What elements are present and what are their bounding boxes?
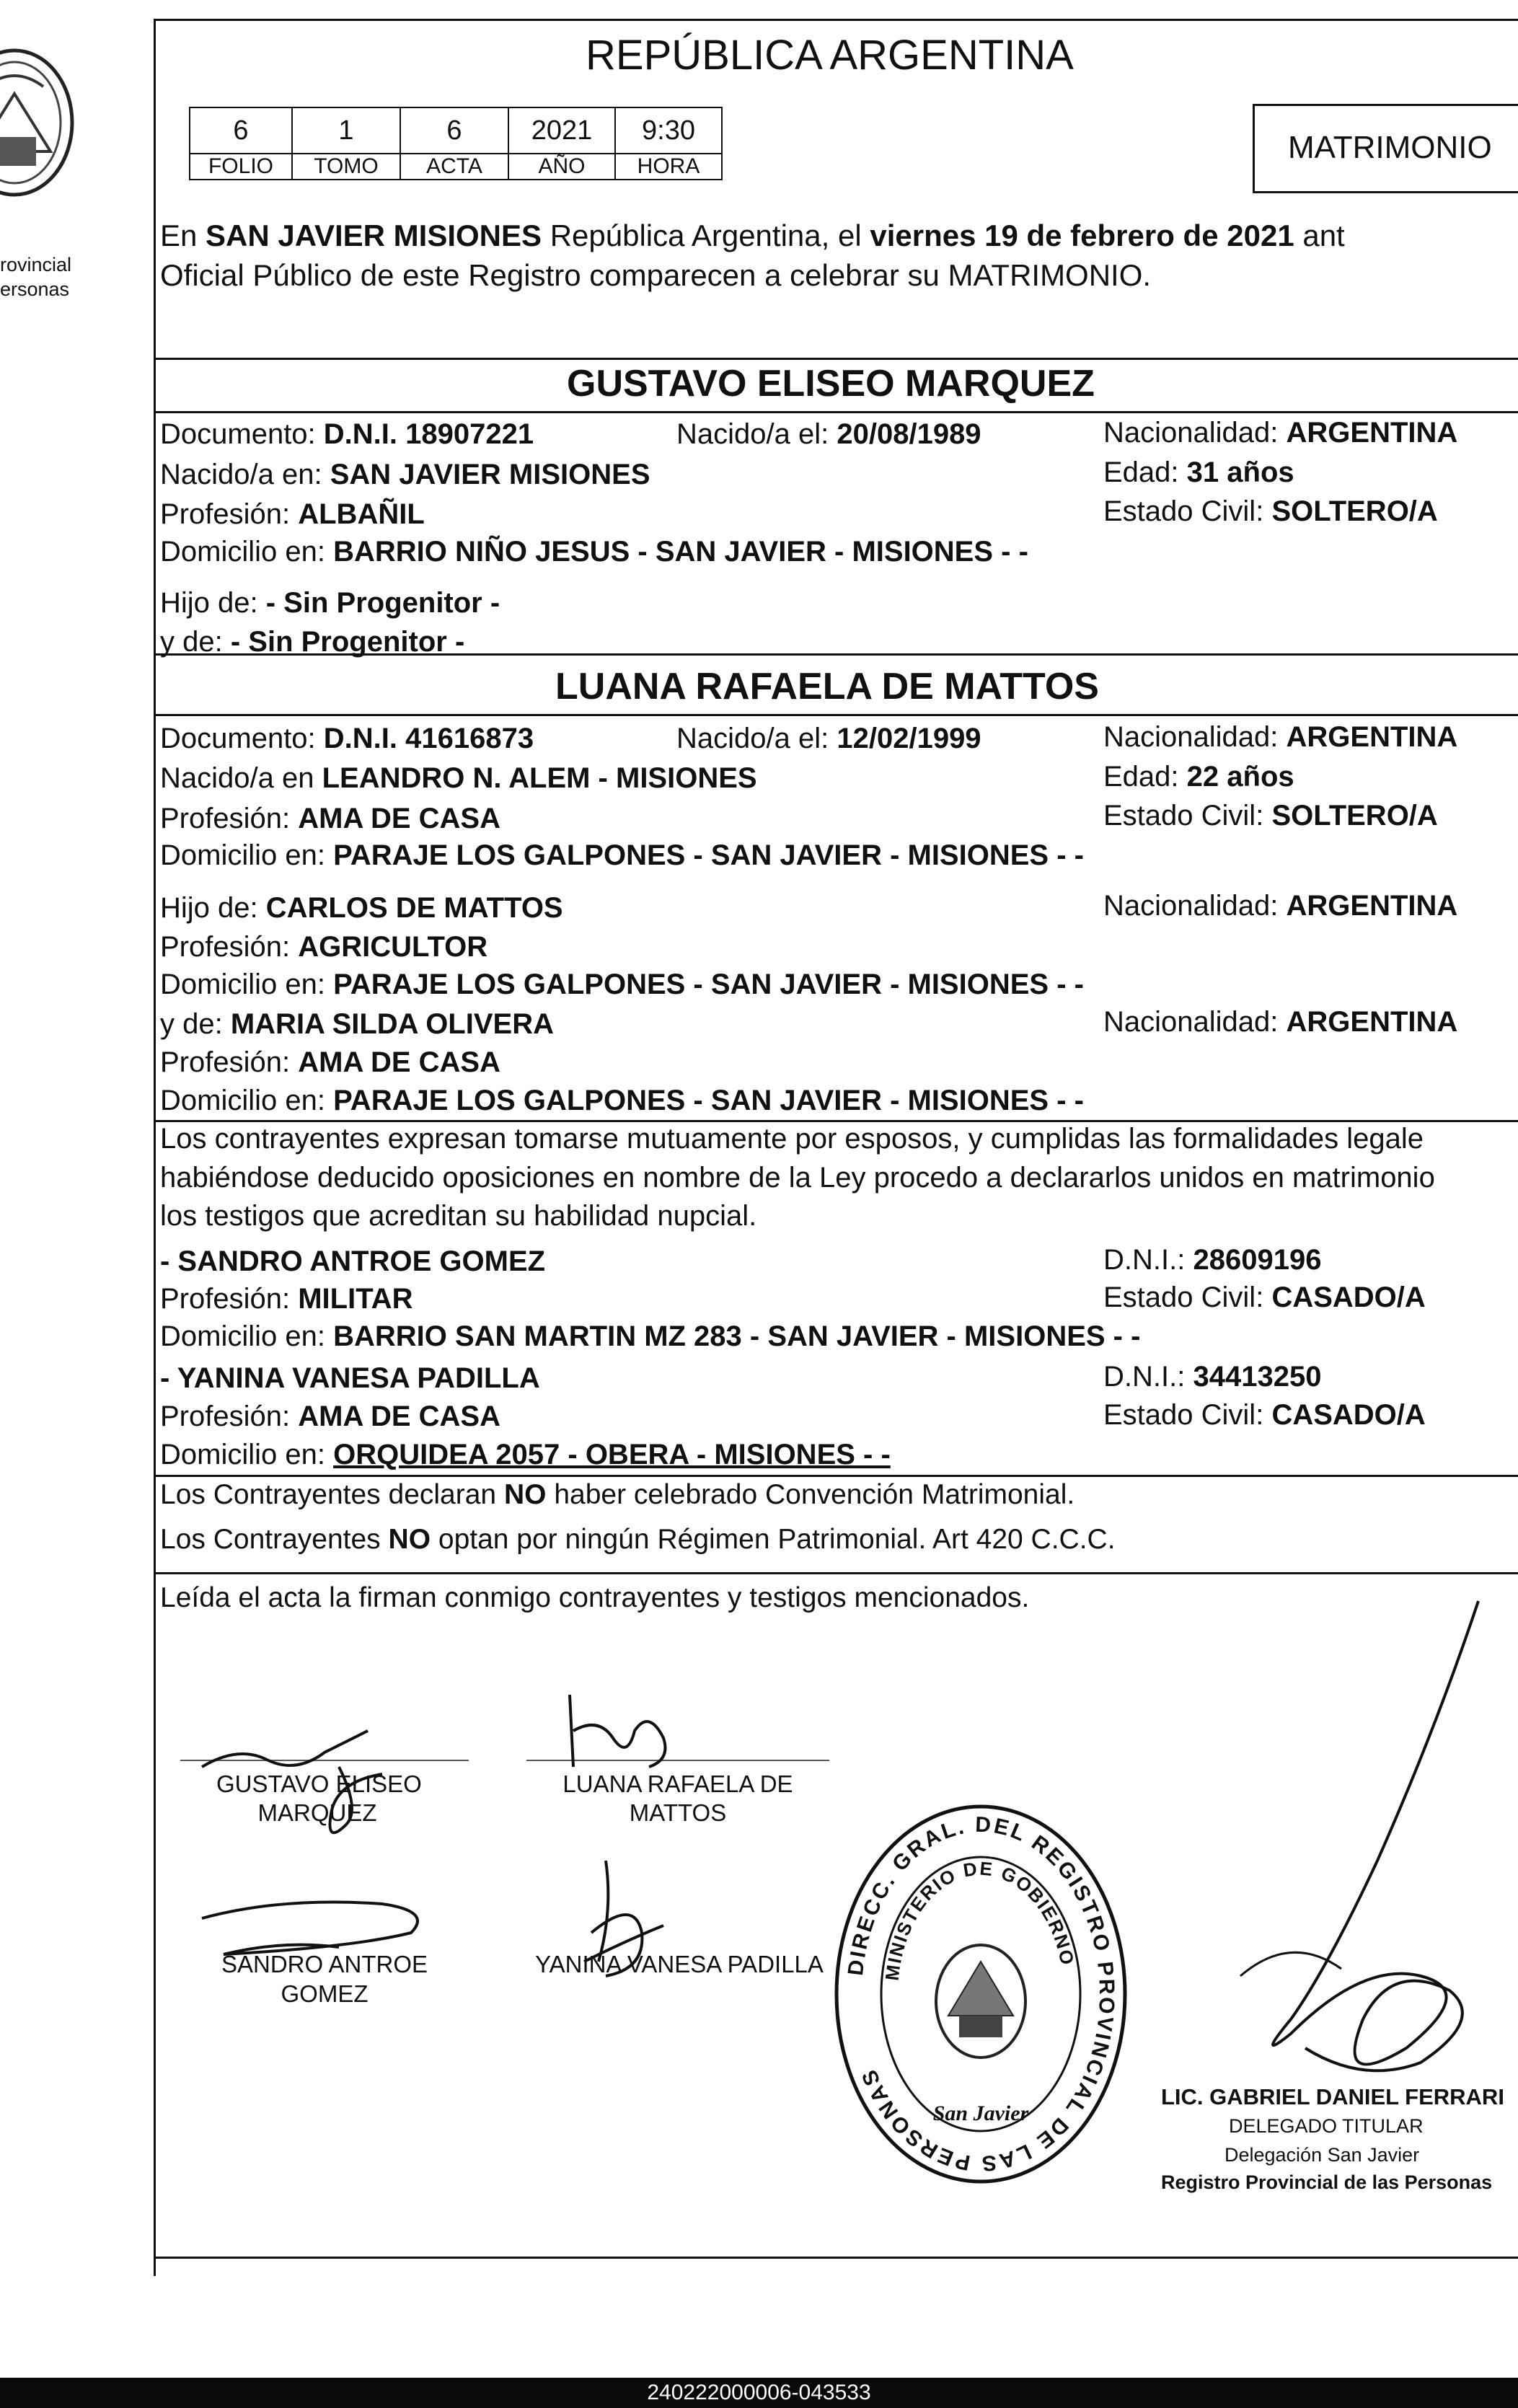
convention-no: NO <box>503 1479 547 1510</box>
spouse2-mother-nat-row <box>1103 1005 1457 1038</box>
signature-label-1-line-2: MARQUEZ <box>257 1799 377 1826</box>
witness2-civil: CASADO/A <box>1271 1399 1426 1431</box>
seal-bottom-text: San Javier <box>932 2102 1029 2125</box>
year-label: AÑO <box>508 154 615 180</box>
divider-6 <box>154 1475 1518 1477</box>
convention-text: Los Contrayentes declaran <box>160 1479 497 1510</box>
spouse2-mother-prof-row <box>160 1046 500 1079</box>
intro-line-2: Oficial Público de este Registro comparecen a celebrar su MATRIMONIO. <box>160 258 1152 292</box>
mother-label: y de: <box>160 626 223 658</box>
spouse1-father: - Sin Progenitor - <box>265 587 500 619</box>
spouse1-name: GUSTAVO ELISEO MARQUEZ <box>567 363 1095 405</box>
born-label: Nacido/a el: <box>676 723 829 754</box>
signature-label-4: YANINA VANESA PADILLA <box>535 1951 824 1977</box>
spouse2-mother-row <box>160 1007 554 1041</box>
divider-1 <box>154 358 1518 360</box>
civil-label: Estado Civil: <box>1103 1399 1264 1431</box>
witness1-civil: CASADO/A <box>1271 1282 1426 1313</box>
civil-label: Estado Civil: <box>1103 495 1264 527</box>
witness1-dni-row <box>1103 1243 1321 1276</box>
intro-date: viernes 19 de febrero de 2021 <box>870 219 1294 252</box>
spouse2-age-row <box>1103 760 1294 793</box>
spouse1-doc: D.N.I. 18907221 <box>323 418 534 450</box>
witness2-dni-row <box>1103 1360 1321 1393</box>
divider-2 <box>154 411 1518 413</box>
witness2-addr-row <box>160 1438 891 1471</box>
spouse2-born: 12/02/1999 <box>837 723 981 754</box>
witness2-prof: AMA DE CASA <box>298 1401 500 1432</box>
spouse1-place: SAN JAVIER MISIONES <box>330 459 650 490</box>
folio-value: 6 <box>190 107 292 154</box>
witness1-civil-row <box>1103 1281 1426 1314</box>
spouse2-civil-row <box>1103 799 1438 832</box>
spouse2-addr-row <box>160 839 1084 872</box>
addr-label: Domicilio en: <box>160 839 325 871</box>
spouse2-mother: MARIA SILDA OLIVERA <box>230 1008 554 1040</box>
spouse2-father: CARLOS DE MATTOS <box>265 892 563 924</box>
official-title: DELEGADO TITULAR <box>1229 2115 1424 2137</box>
signature-label-1-line-1: GUSTAVO ELISEO <box>216 1770 422 1797</box>
regime-no: NO <box>388 1524 431 1555</box>
mother-nat: ARGENTINA <box>1286 1006 1458 1038</box>
signature-luana <box>555 1688 700 1781</box>
convention-line-1 <box>160 1478 1074 1512</box>
frame-top-border <box>154 19 1518 21</box>
spouse1-age: 31 años <box>1186 457 1294 488</box>
spouse2-nat: ARGENTINA <box>1286 721 1458 753</box>
witness1-name: - SANDRO ANTROE GOMEZ <box>160 1245 546 1277</box>
spouse1-mother: - Sin Progenitor - <box>230 626 465 658</box>
coat-of-arms-icon <box>0 43 79 202</box>
registry-box <box>189 107 723 180</box>
hour-label: HORA <box>615 154 722 180</box>
hour-value: 9:30 <box>615 107 722 154</box>
doc-label: Documento: <box>160 723 316 754</box>
closing-text: Leída el acta la firman conmigo contrayentes y testigos mencionados. <box>160 1582 1030 1613</box>
signature-label-2-line-1: LUANA RAFAELA DE <box>562 1770 793 1797</box>
divider-bottom <box>154 2257 1518 2259</box>
intro-place: SAN JAVIER MISIONES <box>206 219 542 252</box>
spouse2-age: 22 años <box>1186 761 1294 793</box>
spouse1-civil: SOLTERO/A <box>1271 495 1438 527</box>
spouse2-father-row <box>160 891 563 925</box>
witness1-addr: BARRIO SAN MARTIN MZ 283 - SAN JAVIER - MISIONES - - <box>333 1320 1141 1352</box>
official-seal <box>829 1799 1132 2189</box>
divider-7 <box>154 1572 1518 1574</box>
spouse2-addr: PARAJE LOS GALPONES - SAN JAVIER - MISIONES - - <box>333 839 1084 871</box>
acta-label: ACTA <box>400 154 508 180</box>
civil-label: Estado Civil: <box>1103 1282 1264 1313</box>
spouse1-age-row <box>1103 456 1294 489</box>
father-label: Hijo de: <box>160 892 258 924</box>
age-label: Edad: <box>1103 761 1179 793</box>
dni-label: D.N.I.: <box>1103 1244 1186 1276</box>
official-delegation: Delegación San Javier <box>1224 2144 1420 2166</box>
logo-caption-1: rovincial <box>0 254 72 275</box>
addr-label: Domicilio en: <box>160 1320 325 1352</box>
spouse1-addr-row <box>160 535 1028 568</box>
spouse1-nat: ARGENTINA <box>1286 417 1458 449</box>
spouse1-born-row <box>676 418 981 451</box>
signature-label-3-line-2: GOMEZ <box>281 1980 369 2007</box>
intro-text-1: En <box>160 219 198 252</box>
father-nat: ARGENTINA <box>1286 890 1458 922</box>
spouse1-addr: BARRIO NIÑO JESUS - SAN JAVIER - MISIONES - - <box>333 536 1028 568</box>
official-registry: Registro Provincial de las Personas <box>1161 2171 1493 2193</box>
regime-text: Los Contrayentes <box>160 1524 381 1555</box>
spouse1-prof-row <box>160 498 425 531</box>
spouse2-name: LUANA RAFAELA DE MATTOS <box>555 666 1099 707</box>
nat-label: Nacionalidad: <box>1103 1006 1279 1038</box>
witness2-name: - YANINA VANESA PADILLA <box>160 1362 540 1394</box>
spouse2-prof: AMA DE CASA <box>298 803 500 834</box>
nat-label: Nacionalidad: <box>1103 890 1279 922</box>
witness1-prof-row <box>160 1282 412 1315</box>
tomo-value: 1 <box>292 107 400 154</box>
prof-label: Profesión: <box>160 1046 291 1078</box>
acta-value: 6 <box>400 107 508 154</box>
addr-label: Domicilio en: <box>160 1085 325 1116</box>
seal-inner-text: MINISTERIO DE GOBIERNO <box>881 1857 1079 1982</box>
divider-4 <box>154 714 1518 716</box>
spouse1-prof: ALBAÑIL <box>298 498 425 530</box>
addr-label: Domicilio en: <box>160 969 325 1000</box>
spouse1-place-row <box>160 458 650 491</box>
spouse2-born-row <box>676 722 981 755</box>
spouse2-mother-addr-row <box>160 1084 1084 1117</box>
prof-label: Profesión: <box>160 803 291 834</box>
witness1-dni: 28609196 <box>1193 1244 1322 1276</box>
spouse2-father-nat-row <box>1103 889 1457 922</box>
tomo-label: TOMO <box>292 154 400 180</box>
father-addr: PARAJE LOS GALPONES - SAN JAVIER - MISIONES - - <box>333 969 1084 1000</box>
witness1-addr-row <box>160 1320 1140 1353</box>
spouse2-prof-row <box>160 802 500 835</box>
folio-label: FOLIO <box>190 154 292 180</box>
signature-label-2-line-2: MATTOS <box>629 1799 727 1826</box>
nat-label: Nacionalidad: <box>1103 417 1279 449</box>
official-name: LIC. GABRIEL DANIEL FERRARI <box>1161 2084 1504 2109</box>
act-type: MATRIMONIO <box>1288 130 1492 165</box>
father-label: Hijo de: <box>160 587 258 619</box>
prof-label: Profesión: <box>160 931 291 963</box>
signature-label-3-line-1: SANDRO ANTROE <box>221 1951 428 1977</box>
declaration-line-2: habiéndose deducido oposiciones en nombre de la Ley procedo a declararlos unidos en matrimonio <box>160 1162 1435 1194</box>
spouse1-nat-row <box>1103 416 1457 449</box>
born-label: Nacido/a el: <box>676 418 829 450</box>
seal-outer-text: DIRECC. GRAL. DEL REGISTRO PROVINCIAL DE LAS PERSONAS <box>843 1812 1119 2176</box>
intro-line-1 <box>160 219 1345 253</box>
spouse2-civil: SOLTERO/A <box>1271 800 1438 832</box>
logo-caption-2: ersonas <box>0 278 70 300</box>
spouse2-nat-row <box>1103 720 1457 754</box>
father-prof: AGRICULTOR <box>298 931 488 963</box>
spouse1-mother-row <box>160 625 464 658</box>
spouse2-place: LEANDRO N. ALEM - MISIONES <box>322 762 757 794</box>
age-label: Edad: <box>1103 457 1179 488</box>
mother-addr: PARAJE LOS GALPONES - SAN JAVIER - MISIONES - - <box>333 1085 1084 1116</box>
mother-prof: AMA DE CASA <box>298 1046 500 1078</box>
regime-text: optan por ningún Régimen Patrimonial. Art 420 C.C.C. <box>438 1524 1116 1555</box>
spouse2-doc-row <box>160 722 534 755</box>
declaration-line-3: los testigos que acreditan su habilidad nupcial. <box>160 1200 757 1232</box>
spouse2-father-prof-row <box>160 930 487 963</box>
declaration-line-1: Los contrayentes expresan tomarse mutuamente por esposos, y cumplidas las formalidades legale <box>160 1123 1424 1155</box>
witness2-dni: 34413250 <box>1193 1361 1322 1393</box>
spouse1-father-row <box>160 586 500 619</box>
witness2-addr: ORQUIDEA 2057 - OBERA - MISIONES - - <box>333 1439 891 1470</box>
page-title: REPÚBLICA ARGENTINA <box>586 32 1074 79</box>
addr-label: Domicilio en: <box>160 536 325 568</box>
footer-code: 240222000006-043533 <box>647 2381 871 2404</box>
witness2-prof-row <box>160 1400 500 1433</box>
addr-label: Domicilio en: <box>160 1439 325 1470</box>
convention-text: haber celebrado Convención Matrimonial. <box>554 1479 1075 1510</box>
spouse1-civil-row <box>1103 495 1438 528</box>
place-label: Nacido/a en: <box>160 459 322 490</box>
spouse2-doc: D.N.I. 41616873 <box>323 723 534 754</box>
year-value: 2021 <box>508 107 615 154</box>
nat-label: Nacionalidad: <box>1103 721 1279 753</box>
prof-label: Profesión: <box>160 498 291 530</box>
signature-official <box>1147 1587 1493 2091</box>
spouse1-born: 20/08/1989 <box>837 418 981 450</box>
spouse1-doc-row <box>160 418 534 451</box>
intro-text-2: República Argentina, el <box>550 219 862 252</box>
doc-label: Documento: <box>160 418 316 450</box>
intro-text-3: ant <box>1302 219 1345 252</box>
place-label: Nacido/a en <box>160 762 314 794</box>
convention-line-2 <box>160 1523 1116 1556</box>
prof-label: Profesión: <box>160 1401 291 1432</box>
witness1-prof: MILITAR <box>298 1283 413 1315</box>
prof-label: Profesión: <box>160 1283 291 1315</box>
spouse2-father-addr-row <box>160 968 1084 1001</box>
civil-label: Estado Civil: <box>1103 800 1264 832</box>
spouse2-place-row <box>160 762 757 795</box>
registry-logo <box>0 43 79 202</box>
witness2-civil-row <box>1103 1398 1426 1432</box>
mother-label: y de: <box>160 1008 223 1040</box>
dni-label: D.N.I.: <box>1103 1361 1186 1393</box>
